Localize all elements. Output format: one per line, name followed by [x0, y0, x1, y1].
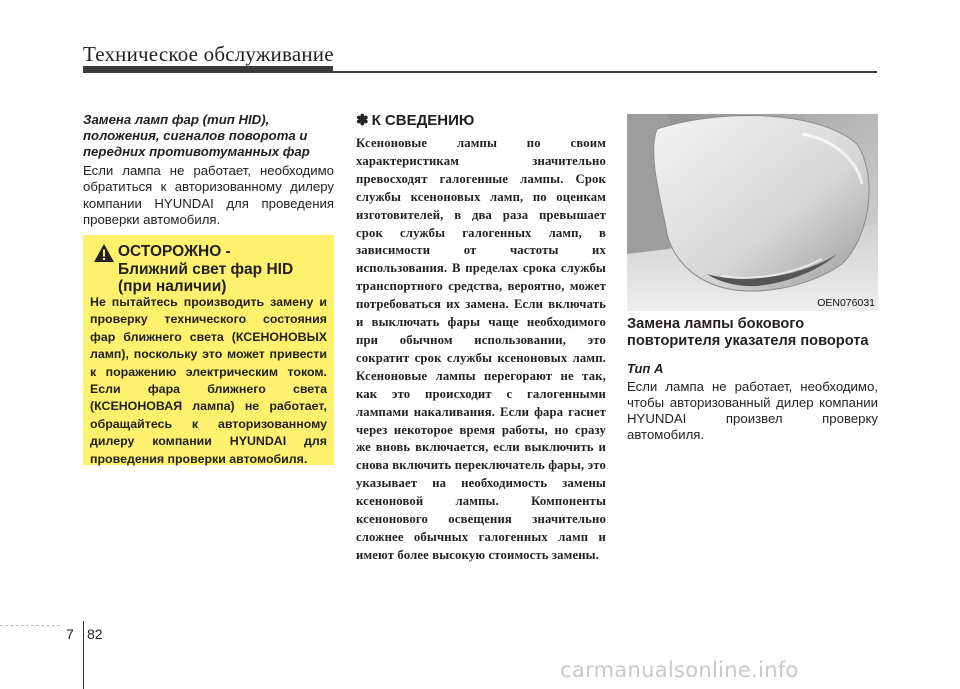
hid-lamp-subtitle: Замена ламп фар (тип HID), положения, сигналов поворота и передних противотуманных фар: [83, 112, 310, 159]
side-mirror-illustration: [627, 114, 878, 311]
side-repeater-text: Если лампа не работает, необходимо, чтобы авторизованный дилер компании HYUNDAI произвел проверку автомобиля.: [627, 378, 878, 443]
watermark: carmanualsonline.info: [560, 658, 799, 682]
info-heading: [356, 112, 606, 130]
type-label: Тип A: [627, 360, 664, 376]
side-mirror-photo: [627, 114, 878, 311]
warning-heading-line1: ОСТОРОЖНО -: [118, 243, 231, 260]
header-rule-thick: [83, 66, 333, 73]
info-title: К СВЕДЕНИЮ: [371, 112, 475, 129]
page-header-title: Техническое обслуживание: [83, 42, 334, 66]
page-number: 82: [87, 626, 103, 642]
star-icon: ✽: [356, 112, 369, 129]
side-repeater-title: Замена лампы бокового повторителя указателя поворота: [627, 316, 869, 350]
warning-heading-line3: (при наличии): [118, 278, 227, 295]
header-rule-thin: [333, 71, 877, 73]
footer-divider: [83, 621, 84, 689]
column-middle: [356, 112, 606, 565]
info-text: Ксеноновые лампы по своим характеристикам значительно превосходят галогенные лампы. Срок службы ксеноновых ламп, по оценкам изготовителей, в два раза превышает срок службы галогенных ламп, в зависимости от частоты их использования. В пределах срока службы транспортного средства, вероятно, может потребоваться их замена. Если включать и выключать фары чаще необходимого при обычном использовании, это сократит срок службы ксеноновых ламп. Ксеноновые лампы перегорают не так, как это происходит с галогенными лампами накаливания. Если фара гаснет через некоторое время работы, но сразу же вновь включается, если выключить и снова включить переключатель фары, это указывает на необходимость замены ксеноновой лампы. Компоненты ксенонового освещения значительно сложнее обычных галогенных ламп и имеют более высокую стоимость замены.: [356, 136, 606, 562]
chapter-number: 7: [66, 626, 74, 642]
photo-code: OEN076031: [817, 297, 875, 309]
hid-lamp-text: Если лампа не работает, необходимо обратиться к авторизованному дилеру компании HYUNDAI для проведения проверки автомобиля.: [83, 163, 334, 227]
column-right: [627, 316, 878, 444]
footer-dashed-rule: [0, 625, 60, 626]
warning-heading: [118, 243, 328, 296]
column-left: [83, 112, 334, 228]
warning-triangle-icon: [93, 243, 115, 263]
warning-heading-line2: Ближний свет фар HID: [118, 260, 294, 278]
warning-text: Не пытайтесь производить замену и проверку технического состояния фар ближнего света (КСЕНОНОВЫХ ламп), поскольку это может привести к поражению электрическим током. Если фара ближнего света (КСЕНОНОВАЯ лампа) не работает, обращайтесь к авторизованному дилеру компании HYUNDAI для проведения проверки автомобиля.: [90, 295, 327, 466]
warning-box: [83, 235, 334, 465]
